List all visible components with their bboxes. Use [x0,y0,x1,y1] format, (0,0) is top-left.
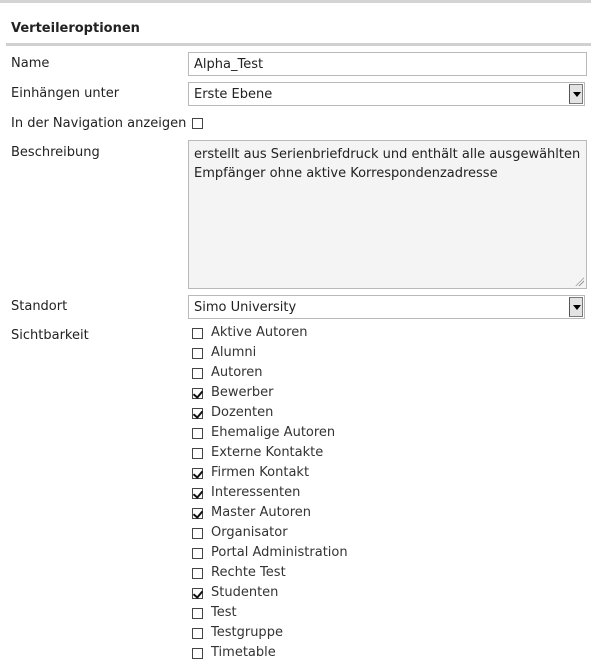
visibility-checkbox[interactable] [192,488,203,499]
visibility-checkbox[interactable] [192,628,203,639]
name-input-value: Alpha_Test [194,57,264,72]
visibility-checkbox[interactable] [192,428,203,439]
visibility-checkbox[interactable] [192,448,203,459]
visibility-option-label: Firmen Kontakt [211,465,310,480]
standort-select[interactable] [188,295,585,319]
visibility-option-label: Alumni [211,345,257,360]
top-divider [0,0,591,3]
visibility-option-label: Rechte Test [211,565,286,580]
chevron-down-icon[interactable] [569,297,583,317]
visibility-checkbox[interactable] [192,408,203,419]
beschreibung-textarea[interactable] [188,140,587,289]
navigation-checkbox[interactable] [192,118,203,129]
visibility-checkbox[interactable] [192,588,203,599]
visibility-option-label: Ehemalige Autoren [211,425,336,440]
beschreibung-label: Beschreibung [11,145,100,160]
visibility-option-label: Timetable [211,645,276,660]
visibility-option-label: Aktive Autoren [211,325,308,340]
beschreibung-text: erstellt aus Serienbriefdruck und enthält alle ausgewählten Empfänger ohne aktive Korrespondenzadresse [194,147,581,181]
visibility-checkbox[interactable] [192,568,203,579]
visibility-option-label: Autoren [211,365,263,380]
standort-label: Standort [11,299,68,314]
visibility-checkbox[interactable] [192,368,203,379]
einhaengen-label: Einhängen unter [11,86,120,101]
sichtbarkeit-label: Sichtbarkeit [11,328,89,343]
einhaengen-select-value: Erste Ebene [194,87,273,102]
visibility-option-label: Bewerber [211,385,274,400]
visibility-checkbox[interactable] [192,388,203,399]
visibility-option-label: Master Autoren [211,505,312,520]
name-label: Name [11,56,50,71]
visibility-option-label: Test [211,605,237,620]
visibility-checkbox[interactable] [192,328,203,339]
resize-grip-icon[interactable] [574,276,584,286]
chevron-down-icon[interactable] [569,84,583,104]
einhaengen-select[interactable] [188,82,585,106]
visibility-option-label: Interessenten [211,485,301,500]
section-title: Verteileroptionen [11,21,140,36]
visibility-checkbox[interactable] [192,508,203,519]
name-input[interactable] [188,52,587,76]
visibility-checkbox[interactable] [192,468,203,479]
visibility-checkbox[interactable] [192,548,203,559]
visibility-option-label: Portal Administration [211,545,348,560]
visibility-option-label: Externe Kontakte [211,445,324,460]
visibility-option-label: Dozenten [211,405,274,420]
navigation-label: In der Navigation anzeigen [11,116,187,131]
visibility-checkbox[interactable] [192,528,203,539]
visibility-option-label: Testgruppe [211,625,283,640]
visibility-checkbox[interactable] [192,648,203,659]
standort-select-value: Simo University [194,300,297,315]
visibility-checkbox[interactable] [192,608,203,619]
section-divider [6,43,591,46]
visibility-option-label: Studenten [211,585,279,600]
visibility-option-label: Organisator [211,525,288,540]
visibility-checkbox[interactable] [192,348,203,359]
